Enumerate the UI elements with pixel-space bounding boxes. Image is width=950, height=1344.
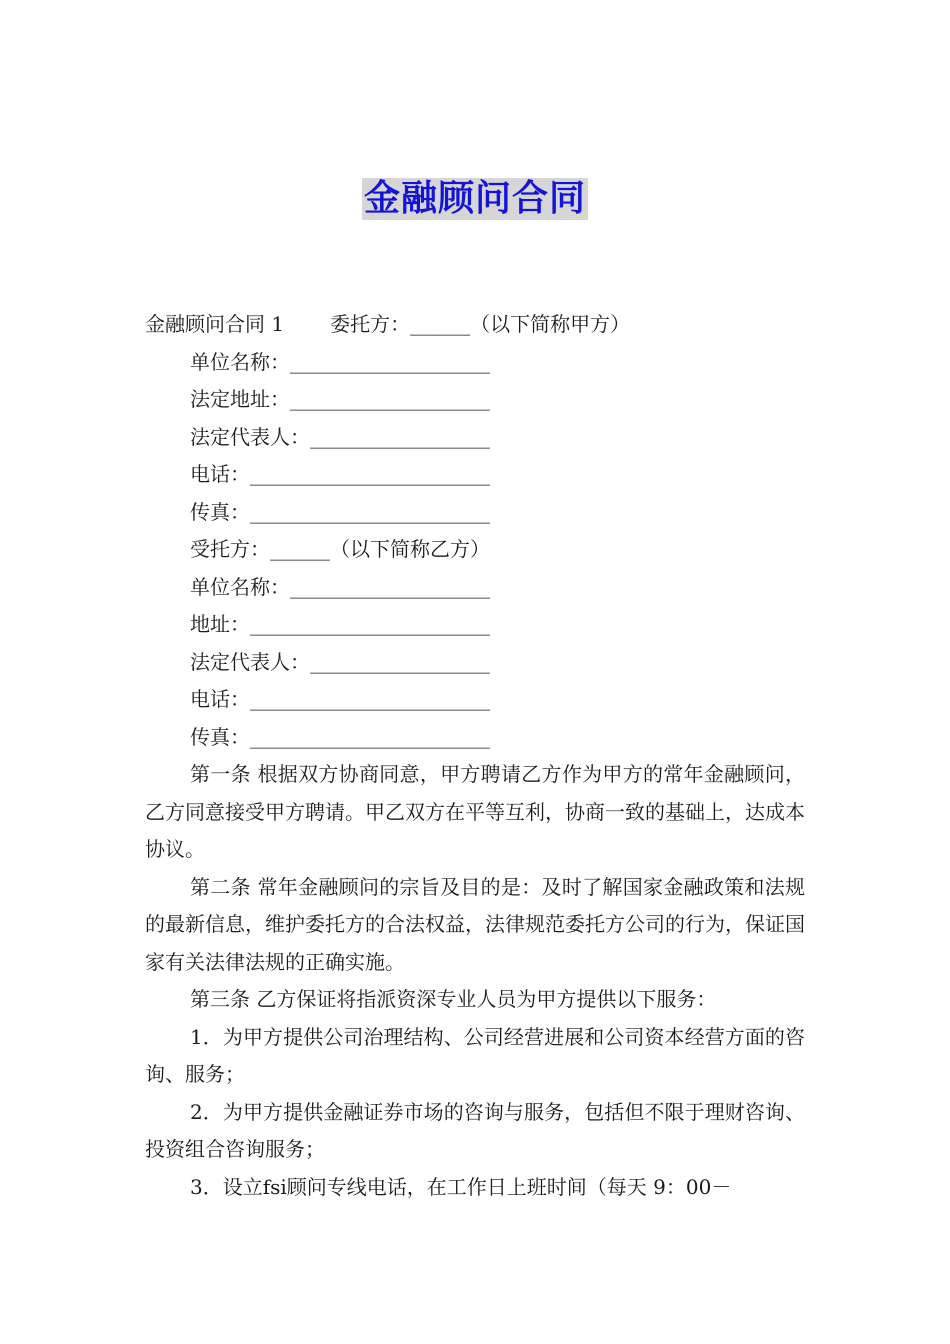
party-b-address: 地址：________________________ — [190, 612, 490, 636]
header-line-doc-name: 金融顾问合同 1 — [145, 312, 285, 336]
article-2: 第二条 常年金融顾问的宗旨及目的是：及时了解国家金融政策和法规的最新信息，维护委托方的合法权益，法律规范委托方公司的行为，保证国家有关法律法规的正确实施。 — [145, 874, 805, 974]
service-item-3: 3．设立fsi顾问专线电话，在工作日上班时间（每天 9：00－ — [190, 1174, 732, 1199]
service-item-1: 1．为甲方提供公司治理结构、公司经营进展和公司资本经营方面的咨询、服务； — [145, 1024, 805, 1086]
party-b-fax: 传真：________________________ — [190, 724, 490, 749]
party-a-phone: 电话：________________________ — [190, 462, 490, 486]
document-body — [145, 306, 805, 1206]
document-title: 金融顾问合同 — [363, 178, 586, 219]
party-a-fax: 传真：________________________ — [190, 499, 490, 524]
party-b-unit-name: 单位名称：____________________ — [190, 574, 490, 599]
service-item-2: 2．为甲方提供金融证券市场的咨询与服务，包括但不限于理财咨询、投资组合咨询服务； — [145, 1099, 805, 1161]
article-1: 第一条 根据双方协商同意，甲方聘请乙方作为甲方的常年金融顾问，乙方同意接受甲方聘请。甲乙双方在平等互利，协商一致的基础上，达成本协议。 — [145, 762, 805, 861]
party-b-phone: 电话：________________________ — [190, 687, 490, 711]
article-3: 第三条 乙方保证将指派资深专业人员为甲方提供以下服务： — [190, 987, 717, 1011]
party-a-legal-address: 法定地址：____________________ — [190, 387, 490, 411]
party-a-unit-name: 单位名称：____________________ — [190, 349, 490, 374]
title-container — [0, 178, 950, 220]
header-line — [145, 306, 805, 344]
party-a-legal-representative: 法定代表人：__________________ — [190, 424, 490, 449]
header-line-principal: 委托方：______（以下简称甲方） — [330, 312, 631, 336]
party-b-legal-representative: 法定代表人：__________________ — [190, 649, 490, 674]
party-b-intro: 受托方：______（以下简称乙方） — [190, 537, 490, 561]
